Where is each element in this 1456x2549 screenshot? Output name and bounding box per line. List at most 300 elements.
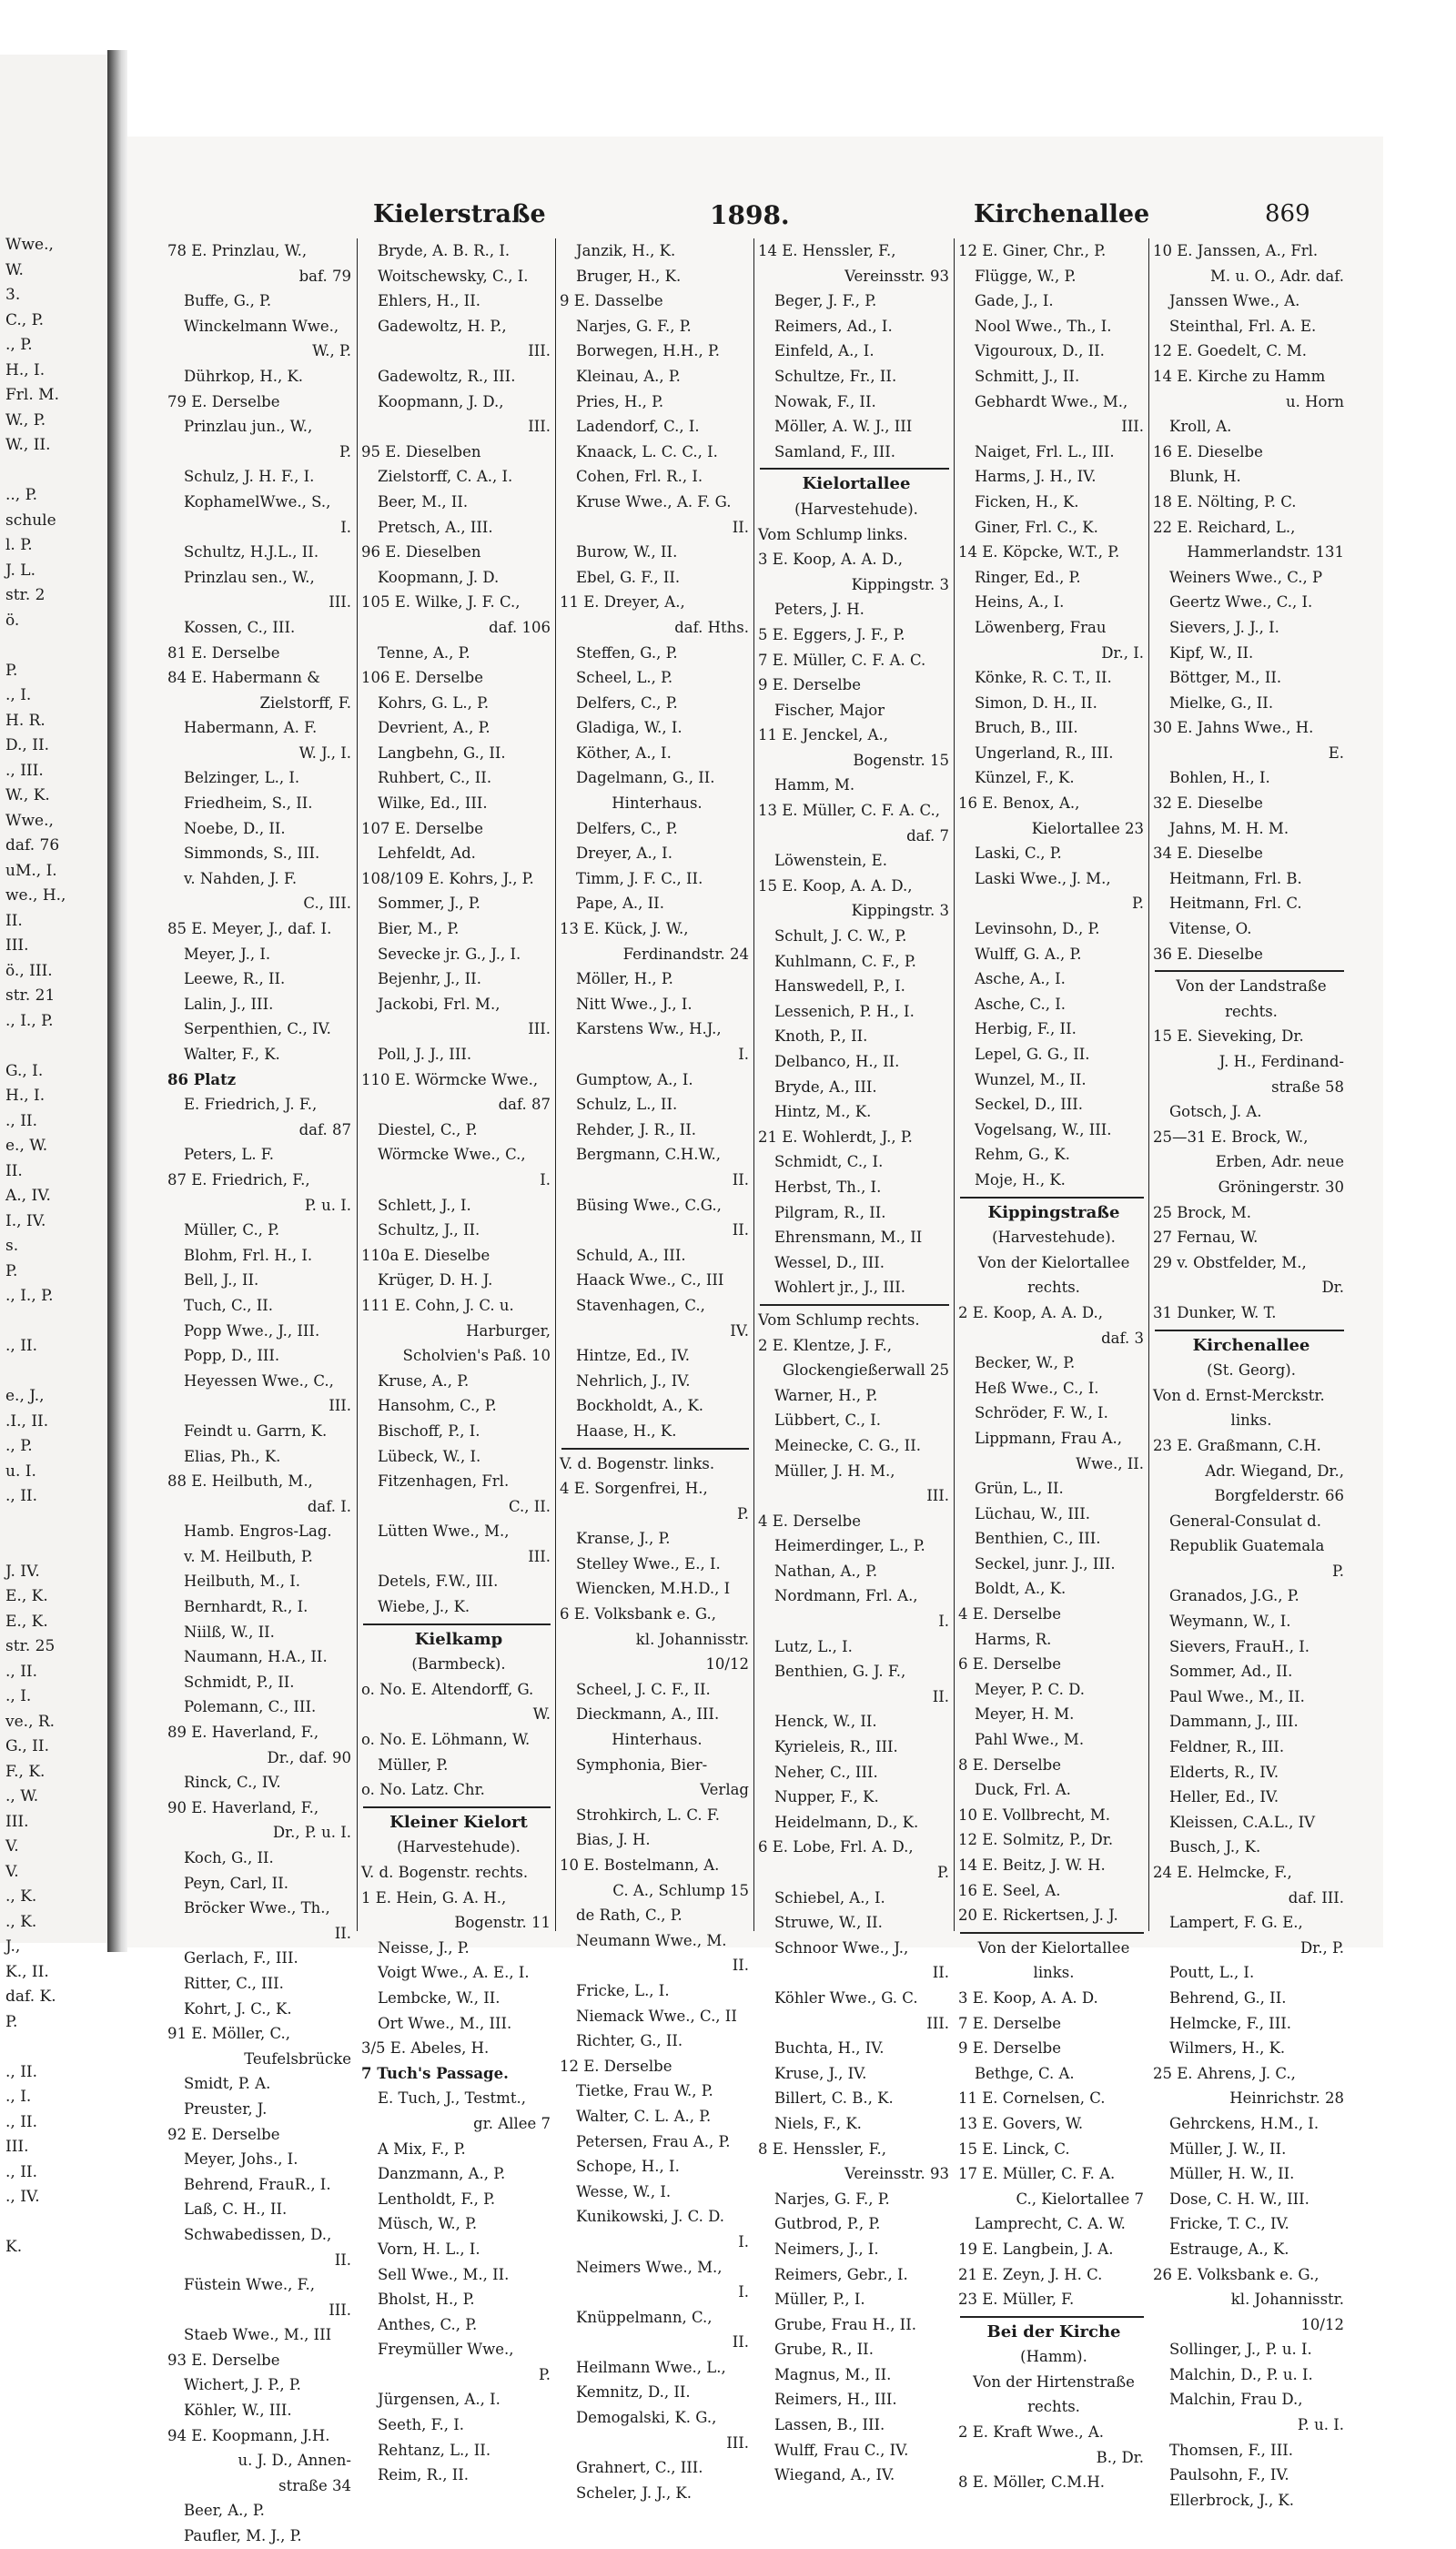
directory-entry: 19 E. Langbein, J. A. [958,2240,1114,2258]
resident-entry: Büsing Wwe., C.G., [576,1196,722,1214]
facing-page-line [0,1360,66,1385]
directory-entry: 3 E. Koop, A. A. D. [958,1988,1098,2007]
resident-entry: Laski, C., P. [975,845,1062,863]
section-rule [760,468,949,470]
resident-entry: Meyer, P. C. D. [975,1680,1085,1698]
resident-entry: Benthien, G. J. F., [774,1663,906,1681]
entry-continuation: E. [1328,743,1344,762]
entry-continuation: Zielstorff, F. [259,693,351,712]
resident-entry: Dammann, J., III. [1169,1713,1299,1731]
directory-entry: 16 E. Benox, A., [958,794,1080,813]
resident-entry: Noebe, D., II. [184,819,286,837]
resident-entry: E. Friedrich, J. F., [184,1096,318,1114]
resident-entry: Poll, J. J., III. [378,1046,472,1063]
resident-entry: Duck, Frl. A. [975,1781,1071,1799]
directory-entry: 7 Tuch's Passage. [361,2064,509,2082]
resident-entry: Wiegand, A., IV. [774,2466,895,2484]
facing-page-line: ., K. [5,1887,37,1906]
resident-entry: Schiebel, A., I. [774,1888,885,1907]
facing-page-line: ., K. [5,1912,37,1931]
resident-entry: Möller, A. W. J., III [774,418,913,436]
resident-entry: Walter, C. L. A., P. [576,2107,712,2125]
facing-page-line: A., IV. [5,1187,51,1205]
directory-entry: 8 E. Möller, C.M.H. [958,2473,1106,2492]
directory-columns [164,238,1383,2545]
resident-entry: Behrend, FrauR., I. [184,2175,331,2193]
facing-page-fragment [0,55,112,2256]
resident-entry: Scheel, J. C. F., II. [576,1680,711,1698]
resident-entry: Seeth, F., I. [378,2416,464,2434]
resident-entry: Borwegen, H.H., P. [576,342,721,360]
entry-continuation: W. [532,1705,551,1724]
entry-continuation: daf. I. [307,1497,351,1515]
resident-entry: Herbst, Th., I. [774,1178,882,1196]
resident-entry: Bruch, B., III. [975,719,1078,737]
resident-entry: Sell Wwe., M., II. [378,2265,510,2283]
page-header [127,200,1383,238]
directory-entry: 22 E. Reichard, L., [1153,518,1296,536]
directory-entry: 23 E. Graßmann, C.H. [1153,1436,1321,1454]
directory-entry: 18 E. Nölting, P. C. [1153,492,1297,511]
facing-page-line: E., K. [5,1612,48,1631]
entry-continuation: II. [732,1221,749,1239]
facing-page-line [0,459,66,484]
resident-entry: Neimers, J., I. [774,2240,879,2258]
resident-entry: Koopmann, J. D. [378,568,500,586]
section-note: (St. Georg). [1207,1361,1296,1380]
entry-continuation: Heinrichstr. 28 [1229,2089,1344,2108]
entry-continuation: daf. 7 [906,826,949,845]
entry-continuation: gr. Allee 7 [473,2114,551,2132]
resident-entry: Nordmann, Frl. A., [774,1587,918,1605]
entry-continuation: II. [732,518,749,536]
resident-entry: Flügge, W., P. [975,267,1077,285]
entry-continuation: C., Kielortallee 7 [1016,2190,1144,2208]
running-head-right: Kirchenallee [974,200,1150,228]
resident-entry: Dieckmann, A., III. [576,1705,720,1724]
directory-entry: 92 E. Derselbe [167,2125,280,2143]
resident-entry: Popp Wwe., J., III. [184,1321,320,1340]
facing-page-line: ., I. [5,1687,32,1705]
directory-entry: 23 E. Müller, F. [958,2291,1075,2309]
resident-entry: Strohkirch, L. C. F. [576,1806,720,1824]
resident-entry: Schmitt, J., II. [975,367,1080,385]
entry-continuation: P. [1331,1562,1344,1580]
resident-entry: Giner, Frl. C., K. [975,518,1098,536]
entry-continuation: P. [936,1864,949,1881]
entry-continuation: daf. 87 [298,1120,351,1138]
resident-entry: Knüppelmann, C., [576,2308,713,2326]
resident-entry: Lessenich, P. H., I. [774,1002,915,1020]
facing-page-line: ., W. [5,1787,39,1806]
directory-entry: o. No. E. Altendorff, G. [361,1680,534,1698]
facing-page-line: J. IV. [5,1562,40,1581]
resident-entry: Thomsen, F., III. [1169,2441,1293,2459]
resident-entry: Vorn, H. L., I. [378,2240,480,2258]
entry-continuation: M. u. O., Adr. daf. [1209,267,1344,285]
facing-page-line [0,2035,66,2060]
resident-entry: Malchin, D., P. u. I. [1169,2365,1313,2383]
resident-entry: Ungerland, R., III. [975,743,1114,762]
directory-entry: 13 E. Kück, J. W., [560,920,689,938]
resident-entry: Laß, C. H., II. [184,2200,288,2219]
directory-entry: 21 E. Zeyn, J. H. C. [958,2265,1103,2283]
entry-continuation: I. [938,1613,949,1631]
facing-page-line: K., II. [5,1962,49,1981]
resident-entry: Bryde, A., III. [774,1077,877,1096]
section-rule [960,1932,1144,1934]
resident-entry: Ficken, H., K. [975,492,1079,511]
resident-entry: Künzel, F., K. [975,769,1075,787]
resident-entry: Asche, C., I. [975,995,1067,1013]
facing-page-line: ., I. [5,2088,32,2106]
entry-continuation: III. [926,2014,949,2032]
resident-entry: Janzik, H., K. [576,242,676,259]
entry-continuation: II. [732,1957,749,1975]
resident-entry: Haack Wwe., C., III [576,1271,724,1290]
directory-entry: 12 E. Derselbe [560,2057,672,2075]
directory-entry: 86 Platz [167,1070,237,1088]
facing-page-line: W., P. [5,410,46,430]
facing-page-line: ö., III. [5,961,53,980]
facing-page-line: III. [5,936,29,955]
facing-page-line: l. P. [5,536,33,554]
resident-entry: Bruger, H., K. [576,267,682,285]
resident-entry: Timm, J. F. C., II. [576,869,703,887]
resident-entry: Tenne, A., P. [378,643,470,662]
facing-page-line: W., II. [5,436,51,454]
resident-entry: Hintz, M., K. [774,1103,872,1121]
facing-page-line: ., IV. [5,2188,40,2206]
resident-entry: Koch, G., II. [184,1849,274,1866]
resident-entry: Lübbert, C., I. [774,1411,882,1430]
resident-entry: Dührkop, H., K. [184,367,304,385]
resident-entry: Sevecke jr. G., J., I. [378,945,521,963]
facing-page-line: uM., I. [5,861,57,880]
resident-entry: Paulsohn, F., IV. [1169,2466,1289,2484]
resident-entry: Stavenhagen, C., [576,1296,705,1314]
street-heading: Kleiner Kielort [389,1812,528,1832]
resident-entry: Wessel, D., III. [774,1253,885,1271]
resident-entry: Elias, Ph., K. [184,1447,281,1465]
directory-entry: 7 E. Derselbe [958,2014,1061,2032]
resident-entry: Zielstorff, C. A., I. [378,468,513,486]
resident-entry: Gladiga, W., I. [576,719,682,737]
resident-entry: Heitmann, Frl. C. [1169,895,1302,913]
resident-entry: Rinck, C., IV. [184,1774,281,1792]
directory-entry: 89 E. Haverland, F., [167,1724,319,1742]
resident-entry: Staeb Wwe., M., III [184,2326,332,2344]
resident-entry: Kossen, C., III. [184,618,296,636]
resident-entry: Harms, R. [975,1630,1052,1648]
directory-entry: 20 E. Rickertsen, J. J. [958,1907,1118,1925]
directory-entry: 105 E. Wilke, J. F. C., [361,593,521,612]
entry-continuation: daf. 3 [1101,1329,1144,1347]
entry-continuation: I. [738,2283,749,2301]
directory-entry: 16 E. Seel, A. [958,1881,1061,1899]
directory-entry: 110 E. Wörmcke Wwe., [361,1070,539,1088]
section-note: rechts. [1027,1279,1080,1297]
resident-entry: Harms, J. H., IV. [975,468,1097,486]
section-rule [363,1623,551,1625]
entry-continuation: P. [339,442,351,460]
resident-entry: Reim, R., II. [378,2466,470,2484]
directory-entry: 24 E. Helmcke, F., [1153,1864,1292,1881]
facing-page-line [0,1310,66,1335]
section-note: Von der Kielortallee [977,1253,1130,1271]
directory-entry: 91 E. Möller, C., [167,2025,291,2043]
resident-entry: Leewe, R., II. [184,970,286,988]
entry-continuation: straße 58 [1271,1077,1344,1096]
resident-entry: Wiebe, J., K. [378,1598,470,1616]
entry-continuation: III. [926,1487,949,1505]
resident-entry: Geertz Wwe., C., I. [1169,593,1313,612]
resident-entry: Ringer, Ed., P. [975,568,1081,586]
directory-entry: 10 E. Bostelmann, A. [560,1856,720,1874]
resident-entry: Fricke, L., I. [576,1981,670,1999]
directory-entry: 21 E. Wohlerdt, J., P. [758,1128,913,1146]
resident-entry: Kleissen, C.A.L., IV [1169,1813,1316,1831]
resident-entry: Rehtanz, L., II. [378,2441,491,2459]
directory-entry: 3/5 E. Abeles, H. [361,2039,490,2058]
resident-entry: Bier, M., P. [378,920,460,938]
resident-entry: Steinthal, Frl. A. E. [1169,317,1317,335]
facing-page-line: W. [5,260,24,279]
resident-entry: Reimers, H., III. [774,2391,897,2409]
entry-continuation: Kippingstr. 3 [851,902,949,920]
facing-page-line: ., I. [5,686,32,704]
section-note: rechts. [1027,2398,1080,2416]
resident-entry: Blunk, H. [1169,468,1241,486]
resident-entry: Nool Wwe., Th., I. [975,317,1112,335]
entry-continuation: P. [1131,895,1144,913]
entry-continuation: I. [540,1170,551,1189]
resident-entry: Wiencken, M.H.D., I [576,1580,731,1598]
resident-entry: Wörmcke Wwe., C., [378,1146,526,1164]
resident-entry: Bernhardt, R., I. [184,1598,308,1616]
resident-entry: Ebel, G. F., II. [576,568,681,586]
resident-entry: Bryde, A. B. R., I. [378,242,511,259]
resident-entry: Gotsch, J. A. [1169,1103,1262,1121]
resident-entry: Polemann, C., III. [184,1698,317,1716]
directory-entry: 15 E. Linck, C. [958,2139,1070,2158]
directory-entry: 14 E. Köpcke, W.T., P. [958,543,1120,561]
directory-entry: 110a E. Dieselbe [361,1246,490,1264]
resident-entry: Symphonia, Bier- [576,1755,708,1774]
resident-entry: Gehrckens, H.M., I. [1169,2114,1320,2132]
resident-entry: Müller, P., I. [774,2291,865,2309]
directory-entry: 84 E. Habermann & [167,669,320,687]
resident-entry: Prinzlau sen., W., [184,568,315,586]
resident-entry: Popp, D., III. [184,1347,280,1365]
resident-entry: Boldt, A., K. [975,1580,1067,1598]
resident-entry: Schulz, L., II. [576,1096,678,1114]
resident-entry: Pahl Wwe., M. [975,1731,1085,1749]
resident-entry: Rehm, G., K. [975,1146,1070,1164]
resident-entry: Hanswedell, P., I. [774,977,905,996]
facing-page-line: ., III. [5,761,44,780]
resident-entry: Lepel, G. G., II. [975,1046,1090,1063]
directory-entry: 9 E. Derselbe [958,2039,1061,2058]
entry-continuation: C., II. [508,1497,551,1515]
section-note: (Harvestehude). [992,1229,1116,1247]
resident-entry: Lalin, J., III. [184,995,274,1013]
facing-page-line: ., II. [5,2162,38,2181]
facing-page-line: H., I. [5,1087,46,1105]
resident-entry: Löwenstein, E. [774,852,887,870]
resident-entry: Gade, J., I. [975,292,1054,310]
resident-entry: Neumann Wwe., M. [576,1931,727,1949]
resident-entry: Mielke, G., II. [1169,693,1274,712]
directory-entry: 4 E. Sorgenfrei, H., [560,1480,708,1498]
resident-entry: Bell, J., II. [184,1271,259,1290]
facing-page-line: 3. [5,286,21,304]
resident-entry: Lehfeldt, Ad. [378,845,476,863]
resident-entry: Dagelmann, G., II. [576,769,715,787]
resident-entry: Struwe, W., II. [774,1914,883,1932]
directory-entry: 93 E. Derselbe [167,2351,280,2369]
entry-continuation: Erben, Adr. neue [1215,1153,1344,1171]
resident-entry: Heilbuth, M., I. [184,1573,301,1591]
resident-entry: Behrend, G., II. [1169,1988,1287,2007]
resident-entry: Neisse, J., P. [378,1938,470,1957]
resident-entry: Scheel, L., P. [576,669,673,687]
resident-entry: Meinecke, C. G., II. [774,1436,921,1454]
resident-entry: Belzinger, L., I. [184,769,300,787]
directory-entry: 95 E. Dieselben [361,442,481,460]
directory-entry: 9 E. Dasselbe [560,292,663,310]
entry-continuation: I. [738,2232,749,2251]
directory-entry: 1 E. Hein, G. A. H., [361,1888,507,1907]
directory-entry: 88 E. Heilbuth, M., [167,1472,313,1491]
directory-entry: 29 v. Obstfelder, M., [1153,1253,1307,1271]
resident-entry: Kyrieleis, R., III. [774,1738,898,1756]
directory-entry: 4 E. Derselbe [758,1512,861,1530]
resident-entry: Lembcke, W., II. [378,1988,500,2007]
facing-page-line [0,1534,66,1560]
entry-continuation: Dr., I. [1101,643,1144,662]
directory-entry: 2 E. Klentze, J. F., [758,1336,893,1354]
entry-continuation: Verlag [700,1781,749,1799]
entry-continuation: Hammerlandstr. 131 [1187,543,1344,561]
resident-entry: Heyessen Wwe., C., [184,1371,334,1390]
resident-entry: Schope, H., I. [576,2158,680,2176]
resident-entry: Friedheim, S., II. [184,794,313,813]
entry-continuation: II. [334,2251,351,2269]
resident-entry: Levinsohn, D., P. [975,920,1100,938]
entry-continuation: P. u. I. [1297,2416,1344,2434]
resident-entry: Weiners Wwe., C., P [1169,568,1323,586]
directory-entry: 2 E. Koop, A. A. D., [958,1303,1104,1321]
directory-entry: 14 E. Kirche zu Hamm [1153,367,1326,385]
resident-entry: Kipf, W., II. [1169,643,1254,662]
column-3 [555,238,754,2502]
entry-continuation: P. [538,2365,551,2383]
resident-entry: Grube, R., II. [774,2341,874,2359]
resident-entry: Knaack, L. C. C., I. [576,442,718,460]
directory-entry: 9 E. Derselbe [758,676,861,694]
facing-page-line: ., II. [5,2112,38,2131]
facing-page-line: ., II. [5,1111,38,1130]
directory-entry: 31 Dunker, W. T. [1153,1303,1277,1321]
resident-entry: Bias, J. H. [576,1831,651,1849]
resident-entry: Preuster, J. [184,2099,268,2118]
resident-entry: Nehrlich, J., IV. [576,1371,691,1390]
resident-entry: Meyer, H. M. [975,1705,1075,1724]
entry-continuation: IV. [730,1321,749,1340]
section-rule [960,2316,1144,2318]
resident-entry: Kunikowski, J. C. D. [576,2208,725,2226]
resident-entry: Lutz, L., I. [774,1637,853,1655]
entry-continuation: 10/12 [705,1655,749,1674]
facing-page-line: ., P. [5,1437,33,1455]
facing-page-line: J. L. [5,561,35,580]
directory-entry: 11 E. Jenckel, A., [758,726,888,744]
resident-entry: Laski Wwe., J. M., [975,869,1111,887]
directory-entry: 15 E. Sieveking, Dr. [1153,1027,1304,1046]
resident-entry: Stelley Wwe., E., I. [576,1554,721,1573]
entry-continuation: Kippingstr. 3 [851,575,949,593]
entry-continuation: Harburger, [466,1321,551,1340]
facing-page-line: II. [5,911,23,930]
resident-entry: Hamm, M. [774,776,855,794]
resident-entry: Bröcker Wwe., Th., [184,1899,330,1917]
facing-page-line: K. [5,2238,23,2256]
resident-entry: Billert, C. B., K. [774,2089,894,2108]
facing-page-line: Wwe., [5,811,54,830]
resident-entry: Beger, J. F., P. [774,292,877,310]
facing-page-line: G., I. [5,1061,44,1080]
resident-entry: Schlett, J., I. [378,1196,471,1214]
directory-entry: 87 E. Friedrich, F., [167,1170,310,1189]
facing-page-line: F., K. [5,1762,46,1781]
resident-entry: Heitmann, Frl. B. [1169,869,1302,887]
resident-entry: Müller, H. W., II. [1169,2165,1295,2183]
facing-page-line: e., W. [5,1137,48,1155]
entry-continuation: II. [334,1924,351,1942]
running-head-left: Kielerstraße [373,200,546,228]
resident-entry: Rehder, J. R., II. [576,1120,696,1138]
entry-continuation: Vereinsstr. 93 [844,267,949,285]
entry-continuation: III. [329,593,351,612]
resident-entry: Demogalski, K. G., [576,2409,717,2427]
resident-entry: Heins, A., I. [975,593,1065,612]
facing-page-line: ., P. [5,336,33,354]
facing-page-line: V. [5,1862,19,1881]
resident-entry: Beer, M., II. [378,492,469,511]
section-note: (Barmbeck). [411,1655,506,1674]
column-5 [954,238,1149,2492]
entry-continuation: III. [1121,418,1144,436]
resident-entry: Scheler, J. J., K. [576,2483,693,2502]
resident-entry: Schulz, J. H. F., I. [184,468,315,486]
resident-entry: Hintze, Ed., IV. [576,1347,691,1365]
entry-continuation: Ferdinandstr. 24 [622,945,749,963]
resident-entry: Lippmann, Frau A., [975,1429,1123,1447]
entry-continuation: kl. Johannisstr. [635,1630,749,1648]
resident-entry: Helmcke, F., III. [1169,2014,1291,2032]
directory-entry: 25 E. Ahrens, J. C., [1153,2064,1296,2082]
directory-entry: o. No. E. Löhmann, W. [361,1731,531,1749]
resident-entry: Pries, H., P. [576,392,664,410]
resident-entry: Lamprecht, C. A. W. [975,2215,1126,2233]
resident-entry: Walter, F., K. [184,1046,280,1063]
resident-entry: Niels, F., K. [774,2114,862,2132]
resident-entry: Schult, J. C. W., P. [774,927,907,946]
resident-entry: Vigouroux, D., II. [975,342,1105,360]
resident-entry: Sievers, FrauH., I. [1169,1637,1309,1655]
resident-entry: General-Consulat d. [1169,1512,1321,1530]
